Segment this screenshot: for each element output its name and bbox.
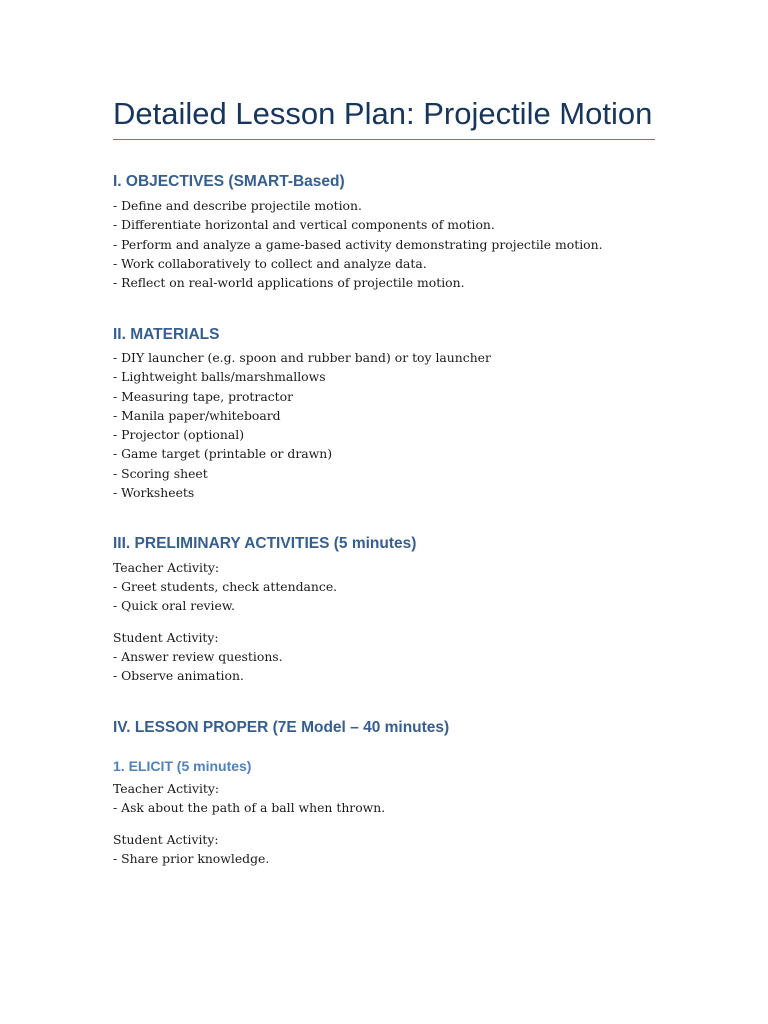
list-item: - Work collaboratively to collect and analyze data. bbox=[113, 255, 427, 271]
list-item: - Perform and analyze a game-based activity demonstrating projectile motion. bbox=[113, 236, 603, 252]
preliminary-teacher-list bbox=[113, 577, 337, 616]
list-item: - Game target (printable or drawn) bbox=[113, 446, 333, 462]
list-item: - Worksheets bbox=[113, 485, 195, 501]
list-item: - Observe animation. bbox=[113, 668, 244, 684]
objectives-list bbox=[113, 196, 603, 292]
list-item: - Greet students, check attendance. bbox=[113, 579, 338, 594]
objectives-heading: I. OBJECTIVES (SMART-Based) bbox=[113, 173, 345, 190]
elicit-teacher-list bbox=[113, 798, 385, 817]
document-title: Detailed Lesson Plan: Projectile Motion bbox=[113, 96, 653, 131]
materials-list bbox=[113, 348, 491, 502]
materials-heading: II. MATERIALS bbox=[113, 326, 220, 343]
list-item: - Lightweight balls/marshmallows bbox=[113, 369, 326, 385]
list-item: - Share prior knowledge. bbox=[113, 851, 270, 866]
list-item: - Projector (optional) bbox=[113, 427, 245, 443]
student-activity-label: Student Activity: bbox=[113, 630, 219, 645]
teacher-activity-label: Teacher Activity: bbox=[113, 781, 220, 796]
title-underline bbox=[113, 139, 655, 140]
list-item: - Measuring tape, protractor bbox=[113, 388, 294, 404]
preliminary-heading: III. PRELIMINARY ACTIVITIES (5 minutes) bbox=[113, 535, 417, 552]
list-item: - Quick oral review. bbox=[113, 598, 235, 614]
list-item: - Answer review questions. bbox=[113, 649, 283, 664]
elicit-heading: 1. ELICIT (5 minutes) bbox=[113, 758, 252, 774]
list-item: - Define and describe projectile motion. bbox=[113, 198, 362, 213]
list-item: - Reflect on real-world applications of projectile motion. bbox=[113, 275, 465, 291]
lesson-proper-heading: IV. LESSON PROPER (7E Model – 40 minutes) bbox=[113, 719, 450, 736]
elicit-student-list bbox=[113, 849, 269, 868]
list-item: - Manila paper/whiteboard bbox=[113, 407, 281, 423]
list-item: - DIY launcher (e.g. spoon and rubber band) or toy launcher bbox=[113, 350, 491, 365]
preliminary-student-list bbox=[113, 647, 283, 686]
list-item: - Scoring sheet bbox=[113, 465, 208, 481]
list-item: - Differentiate horizontal and vertical components of motion. bbox=[113, 217, 495, 233]
teacher-activity-label: Teacher Activity: bbox=[113, 560, 220, 575]
list-item: - Ask about the path of a ball when thrown. bbox=[113, 800, 386, 815]
student-activity-label: Student Activity: bbox=[113, 832, 219, 847]
